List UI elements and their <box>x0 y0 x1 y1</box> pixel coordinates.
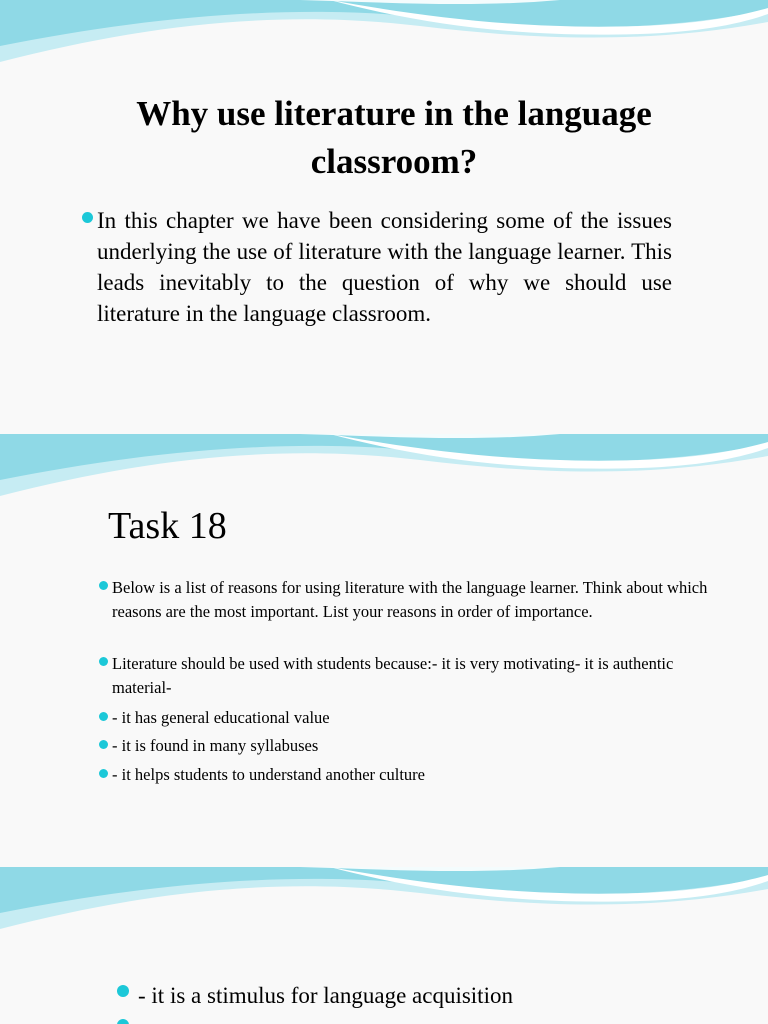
slide-2 <box>0 434 768 867</box>
slide-3 <box>0 867 768 1024</box>
bullet-icon <box>99 712 108 721</box>
slide-1-paragraph: In this chapter we have been considering some of the issues underlying the use of literature with the language learner. This leads inevitably to the question of why we should use literature in the language classroom. <box>97 208 672 326</box>
list-item: - it helps students to understand another culture <box>112 765 425 784</box>
wave-header-decoration <box>0 0 768 90</box>
slide-1 <box>0 0 768 434</box>
bullet-icon <box>117 985 129 997</box>
list-item: - it has general educational value <box>112 708 330 727</box>
slide-2-title: Task 18 <box>108 505 227 547</box>
bullet-icon <box>99 657 108 666</box>
wave-header-decoration <box>0 867 768 957</box>
list-item: - it is a stimulus for language acquisition <box>138 983 513 1008</box>
list-item: - it is found in many syllabuses <box>112 736 319 755</box>
bullet-icon <box>99 769 108 778</box>
slide-1-title: Why use literature in the language classroom? <box>136 94 652 181</box>
list-item: Below is a list of reasons for using literature with the language learner. Think about which reasons are the most important. List your reasons in order of importance. <box>112 578 708 621</box>
list-item: Literature should be used with students because:- it is very motivating- it is authentic material- <box>112 654 674 697</box>
bullet-icon <box>99 581 108 590</box>
bullet-icon <box>82 212 93 223</box>
bullet-icon <box>99 740 108 749</box>
bullet-icon <box>117 1019 129 1024</box>
